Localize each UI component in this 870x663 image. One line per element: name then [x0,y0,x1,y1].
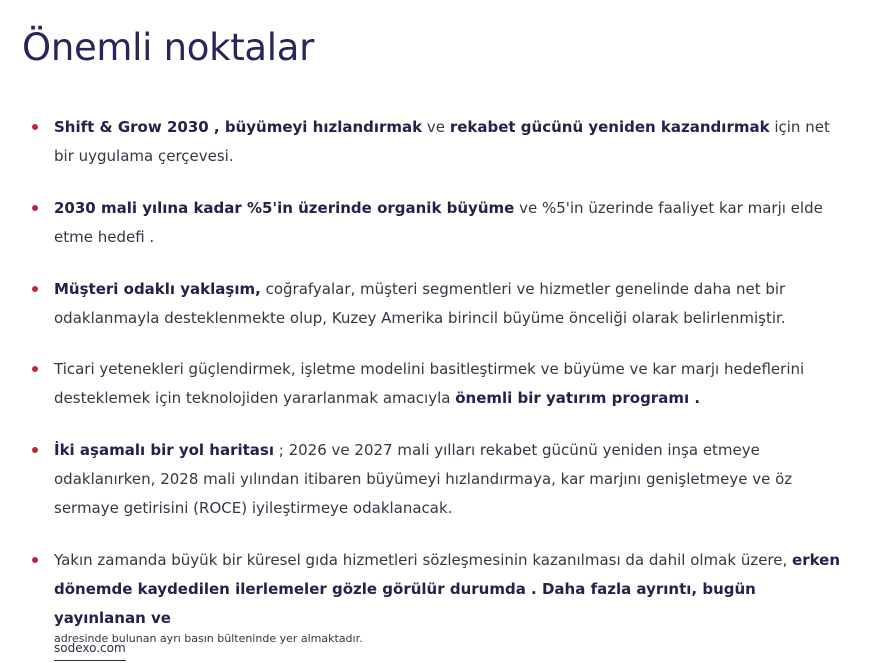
list-item [54,275,844,333]
press-release-note: adresinde bulunan ayrı basın bülteninde yer almaktadır. [54,632,363,645]
list-item [54,194,844,252]
item-text: ve %5'in üzerinde faaliyet kar marjı elde etme hedefi . [54,199,823,246]
item-bold-text: İki aşamalı bir yol haritası [54,441,274,459]
bullet-dot-icon [32,366,38,372]
sodexo-link[interactable]: sodexo.com [54,639,126,661]
list-item [54,355,844,413]
item-bold-text: rekabet gücünü yeniden kazandırmak [449,118,770,136]
bullet-dot-icon [32,205,38,211]
item-text: Ticari yetenekleri güçlendirmek, işletme modelini basitleştirmek ve büyüme ve kar marjı hedeflerini desteklemek için teknolojiden yararlanmak amacıyla [54,360,805,407]
item-bold-text: Müşteri odaklı yaklaşım, [54,280,261,298]
bullet-dot-icon [32,286,38,292]
item-bold-text: 2030 mali yılına kadar %5'in üzerinde organik büyüme [54,199,515,217]
item-text: ; 2026 ve 2027 mali yılları rekabet gücünü yeniden inşa etmeye odaklanırken, 2028 mali yılından itibaren büyümeyi hızlandırmaya, kar marjını genişletmeye ve öz sermaye getirisini (ROCE) iyileştirmeye odaklanacak. [54,441,793,517]
item-text: coğrafyalar, müşteri segmentleri ve hizmetler genelinde daha net bir odaklanmayla desteklenmekte olup, Kuzey Amerika birincil büyüme önceliği olarak belirlenmiştir. [54,280,786,327]
list-item [54,436,844,523]
bullet-dot-icon [32,447,38,453]
item-bold-text: erken dönemde kaydedilen ilerlemeler gözle görülür durumda . Daha fazla ayrıntı, bugün yayınlanan ve [54,551,841,627]
bullet-dot-icon [32,557,38,563]
page-title: Önemli noktalar [22,26,315,69]
item-text: için net bir uygulama çerçevesi. [54,118,830,165]
bullet-dot-icon [32,124,38,130]
item-bold-text: Shift & Grow 2030 , büyümeyi hızlandırmak [54,118,423,136]
item-text: Yakın zamanda büyük bir küresel gıda hizmetleri sözleşmesinin kazanılması da dahil olmak üzere, [54,551,793,569]
list-item [54,113,844,171]
item-bold-text: önemli bir yatırım programı . [455,389,701,407]
item-text: ve [422,118,450,136]
